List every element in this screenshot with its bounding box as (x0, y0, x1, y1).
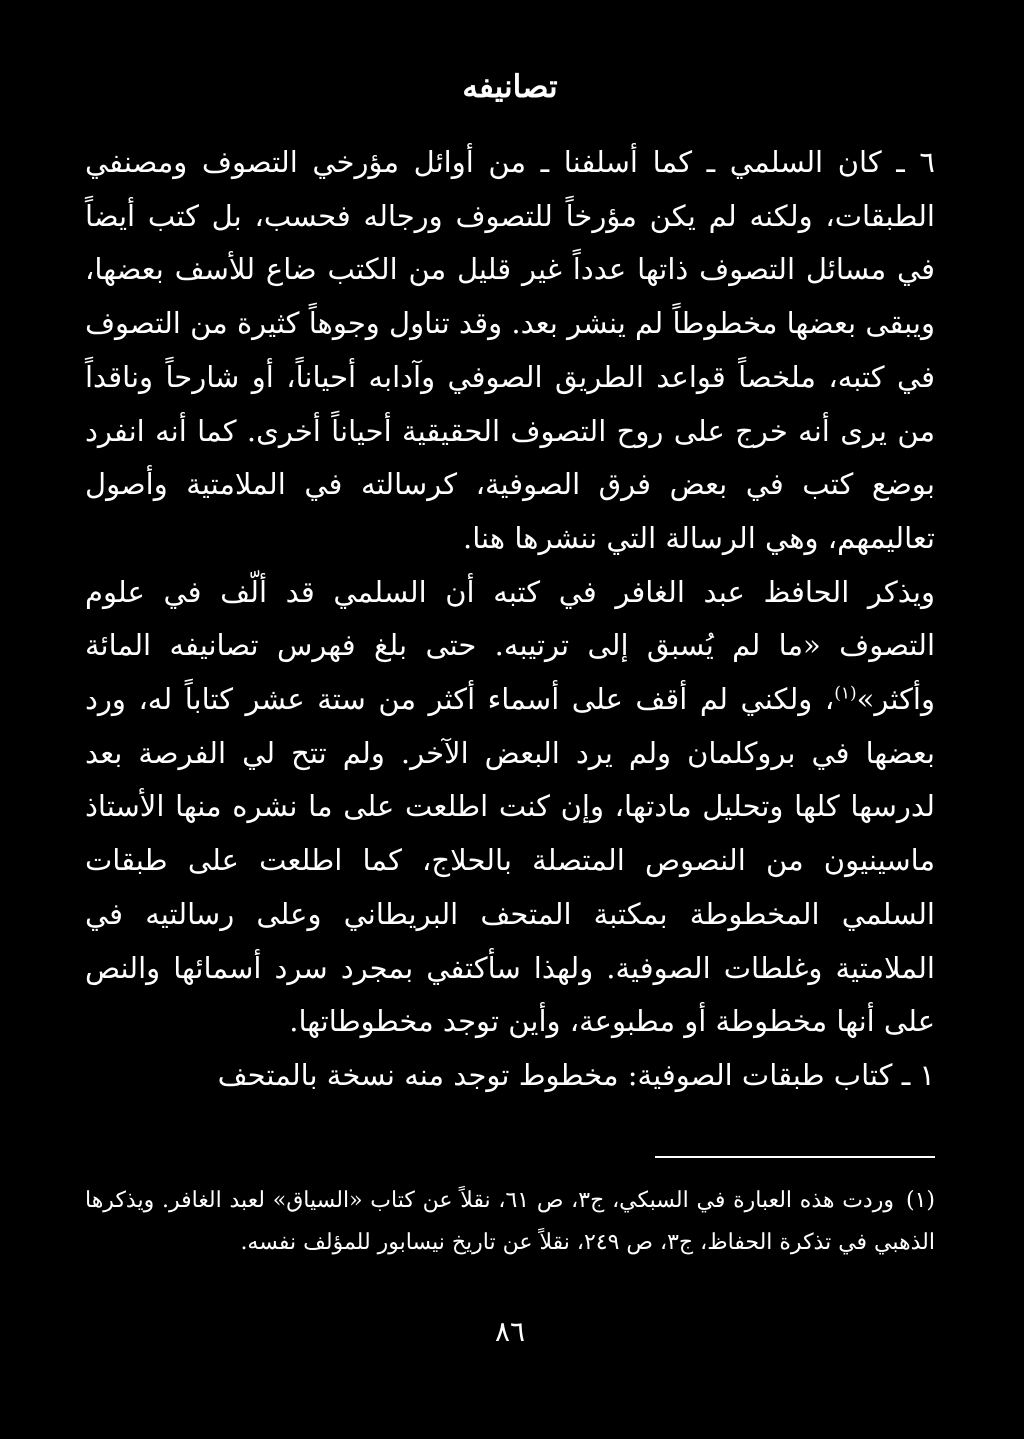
footnote-reference[interactable]: (١) (834, 683, 857, 704)
book-page (85, 0, 935, 1439)
footnote-text: وردت هذه العبارة في السبكي، ج٣، ص ٦١، نقلاً عن كتاب «السياق» لعبد الغافر. ويذكرها الذهبي في تذكرة الحفاظ، ج٣، ص ٢٤٩، نقلاً عن تاريخ نيسابور للمؤلف نفسه. (85, 1188, 935, 1255)
paragraph-hafiz-quote-text: ويذكر الحافظ عبد الغافر في كتبه أن السلمي قد ألّف في علوم التصوف «ما لم يُسبق إلى ترتيبه. حتى بلغ فهرس تصانيفه المائة وأكثر» (85, 574, 935, 717)
footnote (85, 1180, 935, 1264)
main-text (85, 136, 935, 1103)
footnote-number: (١) (905, 1188, 935, 1213)
paragraph-item-6: ٦ ـ كان السلمي ـ كما أسلفنا ـ من أوائل مؤرخي التصوف ومصنفي الطبقات، ولكنه لم يكن مؤرخاً للتصوف ورجاله فحسب، بل كتب أيضاً في مسائل التصوف ذاتها عدداً غير قليل من الكتب ضاع للأسف بعضها، ويبقى بعضها مخطوطاً لم ينشر بعد. وقد تناول وجوهاً كثيرة من التصوف في كتبه، ملخصاً قواعد الطريق الصوفي وآدابه أحياناً، أو شارحاً وناقداً من يرى أنه خرج على روح التصوف الحقيقية أحياناً أخرى. كما أنه انفرد بوضع كتب في بعض فرق الصوفية، كرسالته في الملامتية وأصول تعاليمهم، وهي الرسالة التي ننشرها هنا. (85, 145, 935, 555)
paragraph-hafiz-quote (85, 566, 935, 1049)
running-head-title: تصانيفه (462, 69, 558, 105)
paragraph-list-item-1: ١ ـ كتاب طبقات الصوفية: مخطوط توجد منه نسخة بالمتحف (217, 1057, 935, 1092)
paragraph-hafiz-quote-continuation: ، ولكني لم أقف على أسماء أكثر من ستة عشر كتاباً له، ورد بعضها في بروكلمان ولم يرد البعض الآخر. ولم تتح لي الفرصة بعد لدرسها كلها وتحليل مادتها، وإن كنت اطلعت على ما نشره منها الأستاذ ماسينيون من النصوص المتصلة بالحلاج، كما اطلعت على طبقات السلمي المخطوطة بمكتبة المتحف البريطاني وعلى رسالتيه في الملامتية وغلطات الصوفية. ولهذا سأكتفي بمجرد سرد أسمائها والنص على أنها مخطوطة أو مطبوعة، وأين توجد مخطوطاتها. (85, 682, 935, 1039)
page-number: ٨٦ (494, 1315, 526, 1348)
footnote-divider (655, 1156, 935, 1158)
